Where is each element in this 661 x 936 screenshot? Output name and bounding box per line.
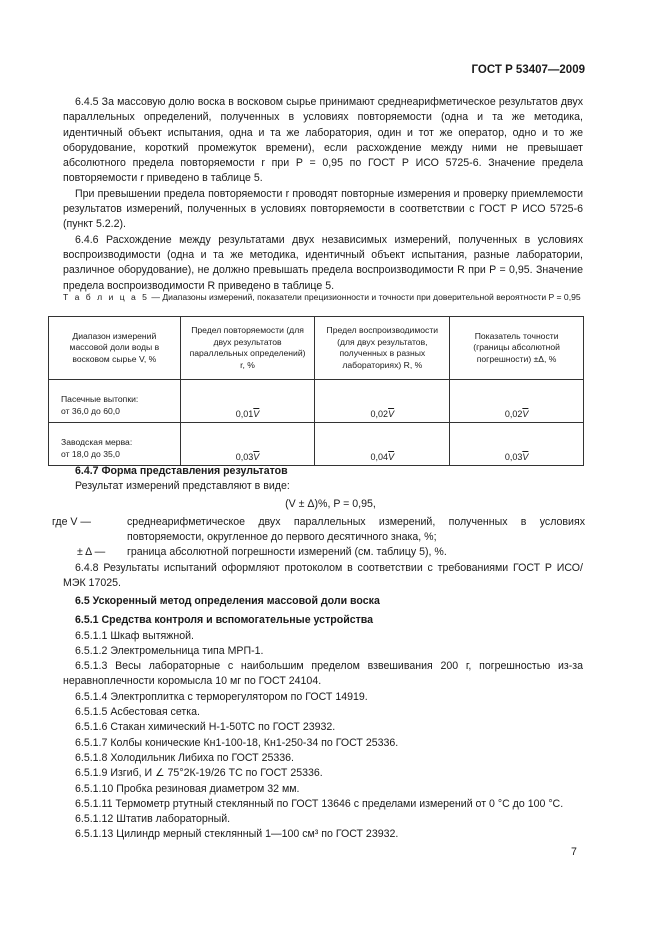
- list-item: 6.5.1.9 Изгиб, И ∠ 75°2К-19/26 ТС по ГОСТ 25336.: [75, 767, 323, 780]
- section-65-title: 6.5 Ускоренный метод определения массовой доли воска: [75, 595, 380, 607]
- row-delta-cell: [450, 380, 584, 423]
- def1-text: среднеарифметическое двух параллельных измерений, полученных в условиях повторяемости, округленное до первого десятичного знака, %;: [127, 516, 585, 544]
- top-text-block: [63, 95, 583, 294]
- list-item: 6.5.1.6 Стакан химический Н-1-50ТС по ГОСТ 23932.: [75, 721, 336, 734]
- row-R-cell: [315, 380, 450, 423]
- table-caption-text: — Диапазоны измерений, показатели прецизионности и точности при доверительной вероятности P = 0,95: [148, 292, 581, 302]
- R-value: 0,02: [370, 409, 389, 419]
- row-r-cell: [180, 380, 315, 423]
- col-header-range: Диапазон измерений массовой доли воды в восковом сырье V, %: [49, 317, 181, 380]
- row-name: Заводская мерва:: [61, 437, 133, 447]
- paragraph-645: 6.4.5 За массовую долю воска в восковом сырье принимают среднеарифметическое результатов двух параллельных определений, полученных в условиях повторяемости (одна и та же методика, идентичный объект испытания, одна и та же лаборатория, один и тот же оператор, одно и то же оборудование, короткий промежуток времени), если расхождение между ними не превышает абсолютного предела повторяемости r при P = 0,95 по ГОСТ Р ИСО 5725-6. Значение предела повторяемости r приведено в таблице 5.: [63, 96, 583, 185]
- delta-value: 0,02: [504, 409, 523, 419]
- definition-1: [52, 515, 585, 547]
- row-delta-cell: [450, 423, 584, 466]
- section-65: [63, 594, 583, 843]
- R-value: 0,04: [370, 452, 389, 462]
- page-number: 7: [571, 846, 577, 858]
- list-item: 6.5.1.10 Пробка резиновая диаметром 32 мм.: [75, 782, 300, 795]
- table-caption-label: Т а б л и ц а 5: [63, 292, 149, 302]
- document-header: ГОСТ Р 53407—2009: [471, 64, 585, 76]
- row-range-cell: [49, 380, 181, 423]
- where-label: где: [52, 516, 68, 528]
- table-row: [49, 380, 584, 423]
- v-symbol: $\overline{V}$: [388, 452, 395, 462]
- list-item: 6.5.1.12 Штатив лабораторный.: [75, 813, 231, 826]
- row-r-cell: [180, 423, 315, 466]
- v-symbol: $\overline{V}$: [388, 409, 395, 419]
- r-value: 0,01: [235, 409, 254, 419]
- r-value: 0,03: [235, 452, 254, 462]
- definition-2: [52, 545, 585, 561]
- table-caption: [63, 291, 585, 303]
- col-header-accuracy: Показатель точности (границы абсолютной погрешности) ±Δ, %: [450, 317, 584, 380]
- list-item: 6.5.1.3 Весы лабораторные с наибольшим пределом взвешивания 200 г, погрешностью из-за неравноплечности коромысла 10 мг по ГОСТ 24104.: [63, 660, 583, 688]
- row-name: Пасечные вытопки:: [61, 394, 139, 404]
- list-item: 6.5.1.13 Цилиндр мерный стеклянный 1—100 см³ по ГОСТ 23932.: [75, 828, 399, 841]
- paragraph-646: 6.4.6 Расхождение между результатами двух независимых измерений, полученных в условиях воспроизводимости (одна и та же методика, идентичный объект испытания, разные лаборатории, различное оборудование), не должно превышать предела воспроизводимости R при P = 0,95. Значение предела воспроизводимости R приведено в таблице 5.: [63, 233, 583, 292]
- v-symbol: $\overline{V}$: [522, 452, 529, 462]
- section-651-title: 6.5.1 Средства контроля и вспомогательные устройства: [75, 614, 374, 627]
- list-item: 6.5.1.2 Электромельница типа МРП-1.: [75, 644, 264, 657]
- section-647-intro: Результат измерений представляют в виде:: [75, 480, 290, 493]
- table-header-row: [49, 317, 584, 380]
- list-item: 6.5.1.7 Колбы конические Кн1-100-18, Кн1-250-34 по ГОСТ 25336.: [75, 736, 399, 749]
- row-R-cell: [315, 423, 450, 466]
- delta-value: 0,03: [504, 452, 523, 462]
- list-item: 6.5.1.1 Шкаф вытяжной.: [75, 629, 194, 642]
- section-647-title: 6.4.7 Форма представления результатов: [75, 465, 288, 477]
- list-item: 6.5.1.4 Электроплитка с терморегулятором по ГОСТ 14919.: [75, 690, 368, 703]
- def1-symbol: V —: [70, 516, 92, 528]
- col-header-reproducibility: Предел воспроизводимости (для двух результатов, полученных в разных лабораториях) R, %: [315, 317, 450, 380]
- row-range: от 36,0 до 60,0: [61, 405, 120, 416]
- list-item: 6.5.1.11 Термометр ртутный стеклянный по ГОСТ 13646 с пределами измерений от 0 °С до 100 °С.: [75, 797, 564, 810]
- table-row: [49, 423, 584, 466]
- def2-text: граница абсолютной погрешности измерений (см. таблицу 5), %.: [127, 546, 447, 558]
- v-symbol: $\overline{V}$: [522, 409, 529, 419]
- section-647: [63, 464, 583, 495]
- v-symbol: $\overline{V}$: [253, 409, 260, 419]
- paragraph-648: 6.4.8 Результаты испытаний оформляют протоколом в соответствии с требованиями ГОСТ Р ИСО/МЭК 17025.: [63, 562, 583, 590]
- row-range: от 18,0 до 35,0: [61, 448, 120, 459]
- result-formula: (V ± Δ)%, P = 0,95,: [285, 498, 376, 510]
- v-symbol: $\overline{V}$: [253, 452, 260, 462]
- list-item: 6.5.1.5 Асбестовая сетка.: [75, 706, 200, 719]
- list-item: 6.5.1.8 Холодильник Либиха по ГОСТ 25336.: [75, 751, 294, 764]
- precision-table: [48, 316, 584, 466]
- paragraph-repeatability: При превышении предела повторяемости r проводят повторные измерения и проверку приемлемости результатов измерений, полученных в условиях повторяемости в соответствии с ГОСТ Р ИСО 5725-6 (пункт 5.2.2).: [63, 187, 583, 231]
- col-header-repeatability: Предел повторяемости (для двух результатов параллельных определений) r, %: [180, 317, 315, 380]
- row-range-cell: [49, 423, 181, 466]
- def2-symbol: ± Δ —: [77, 546, 106, 558]
- paragraph-648-block: [63, 561, 583, 592]
